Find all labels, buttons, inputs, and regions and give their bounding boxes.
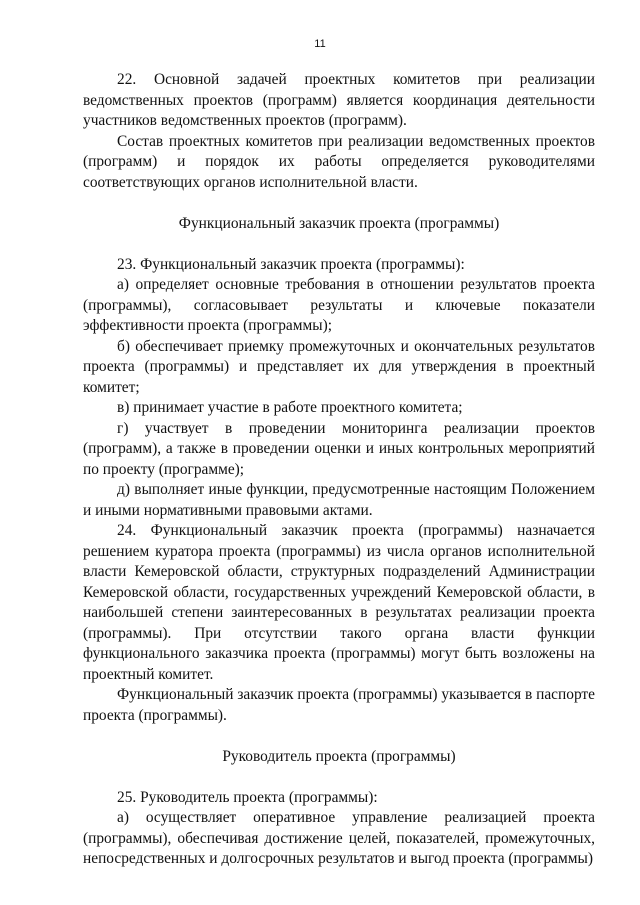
page-number: 11: [314, 38, 326, 50]
paragraph-23-d: д) выполняет иные функции, предусмотренные настоящим Положением и иными нормативными правовыми актами.: [83, 481, 595, 519]
paragraph-24-passport: Функциональный заказчик проекта (программы) указывается в паспорте проекта (программы).: [83, 686, 595, 724]
section-heading-functional-customer: Функциональный заказчик проекта (программы): [178, 214, 500, 232]
document-body: [83, 70, 595, 870]
paragraph-25-a: а) осуществляет оперативное управление реализацией проекта (программы), обеспечивая достижение целей, показателей, промежуточных, непосредственных и долгосрочных результатов и выгод проекта (программы): [83, 809, 595, 867]
paragraph-committee-composition: Состав проектных комитетов при реализации ведомственных проектов (программ) и порядок их работы определяется руководителями соответствующих органов исполнительной власти.: [83, 132, 595, 191]
paragraph-23-v: в) принимает участие в работе проектного комитета;: [117, 399, 463, 416]
paragraph-23: 23. Функциональный заказчик проекта (программы):: [117, 255, 465, 273]
paragraph-24: 24. Функциональный заказчик проекта (программы) назначается решением куратора проекта (программы) из числа органов исполнительной власти Кемеровской области, структурных подразделений Администрации Кемеровской области, государственных учреждений Кемеровской области, в наибольшей степени заинтересованных в результатах реализации проекта (программы). При отсутствии такого органа власти функции функционального заказчика проекта (программы) могут быть возложены на проектный комитет.: [83, 522, 595, 683]
paragraph-25: 25. Руководитель проекта (программы):: [117, 788, 378, 806]
paragraph-23-a: а) определяет основные требования в отношении результатов проекта (программы), согласовывает результаты и ключевые показатели эффективности проекта (программы);: [83, 276, 595, 334]
section-heading-project-manager: Руководитель проекта (программы): [222, 747, 456, 765]
paragraph-23-b: б) обеспечивает приемку промежуточных и окончательных результатов проекта (программы) и представляет их для утверждения в проектный комитет;: [83, 337, 595, 396]
paragraph-22: 22. Основной задачей проектных комитетов при реализации ведомственных проектов (программ) является координация деятельности участников ведомственных проектов (программ).: [83, 71, 595, 129]
paragraph-23-g: г) участвует в проведении мониторинга реализации проектов (программ), а также в проведении оценки и иных контрольных мероприятий по проекту (программе);: [83, 419, 595, 478]
